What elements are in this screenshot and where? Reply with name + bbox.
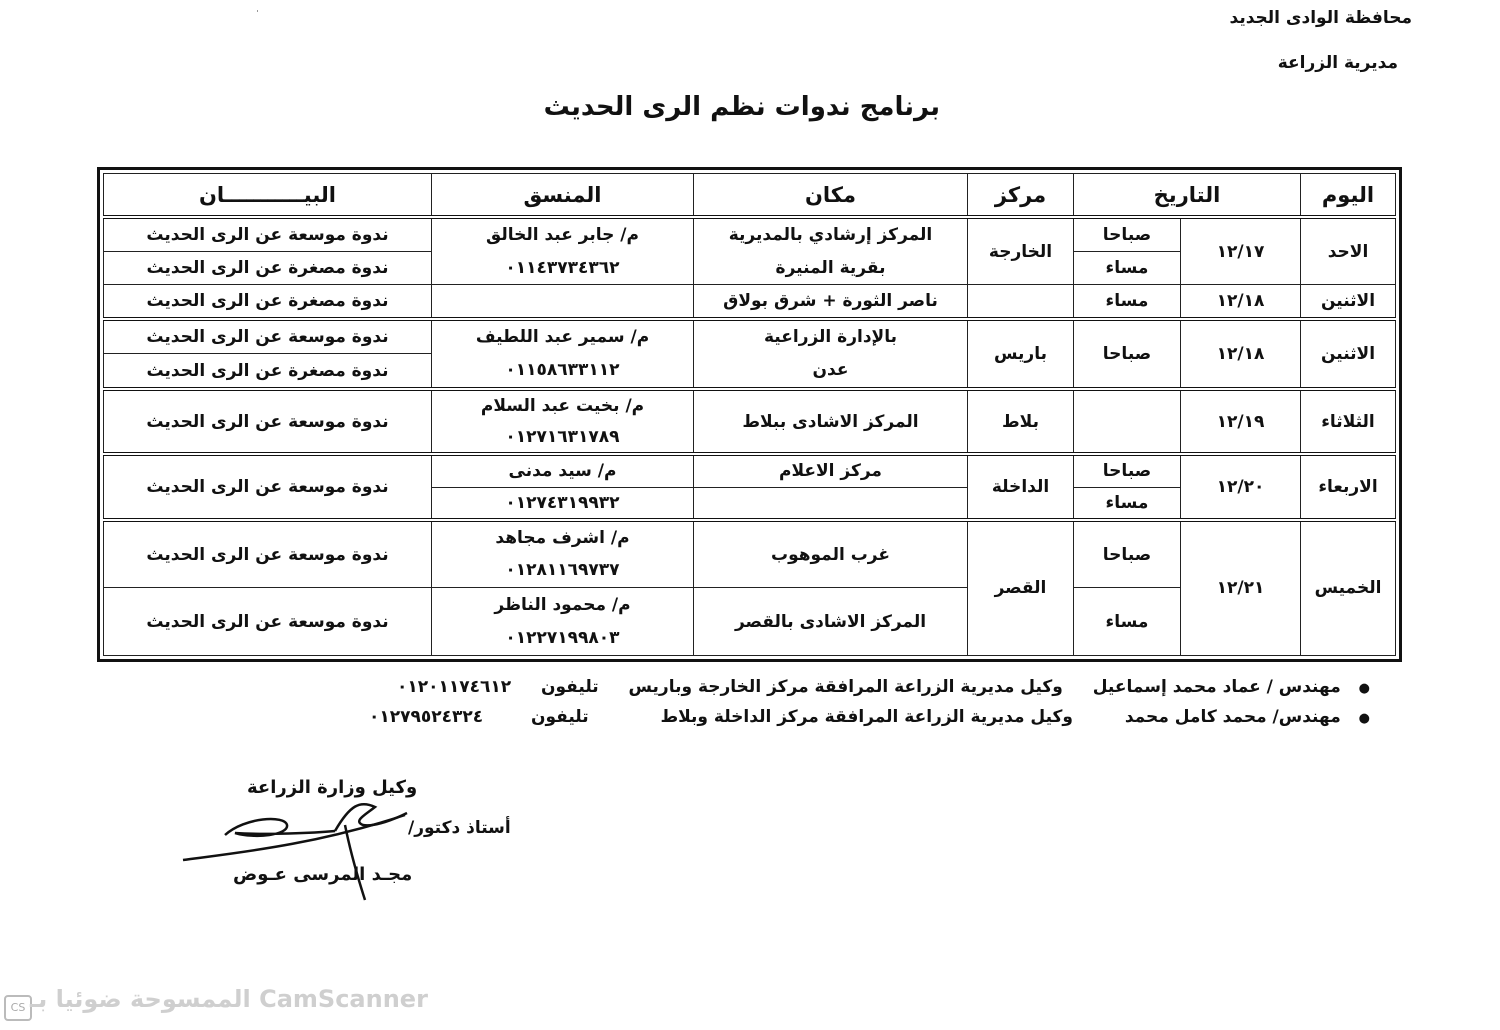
table-row — [104, 285, 1396, 319]
signatory-prefix: أستاذ دكتور/ — [408, 818, 511, 838]
coordinator-phone-cell: ٠١٢٨١١٦٩٧٣٧ — [432, 554, 694, 588]
time-cell: مساء — [1074, 285, 1181, 319]
statement-cell: ندوة مصغرة عن الرى الحديث — [104, 354, 432, 389]
date-cell: ١٢/١٨ — [1181, 285, 1301, 319]
statement-cell: ندوة موسعة عن الرى الحديث — [104, 588, 432, 656]
scan-speck: ˙ — [255, 10, 260, 21]
center-cell — [968, 285, 1074, 319]
place-cell: غرب الموهوب — [694, 520, 968, 588]
bullet-icon: ● — [1358, 681, 1370, 696]
day-cell: الخميس — [1301, 520, 1396, 656]
header-place: مكان — [694, 174, 968, 218]
date-cell: ١٢/١٨ — [1181, 319, 1301, 389]
schedule-table — [103, 173, 1396, 656]
place-cell: بالإدارة الزراعية — [694, 319, 968, 354]
note-phone-label: تليفون — [540, 677, 599, 697]
statement-cell: ندوة موسعة عن الرى الحديث — [104, 319, 432, 354]
schedule-table-frame — [97, 167, 1402, 662]
header-statement: البيـــــــــــان — [104, 174, 432, 218]
place-cell — [694, 487, 968, 520]
header-day: اليوم — [1301, 174, 1396, 218]
time-cell: مساء — [1074, 251, 1181, 285]
note-phone-label: تليفون — [530, 707, 589, 727]
place-cell: ناصر الثورة + شرق بولاق — [694, 285, 968, 319]
signatory-title: وكيل وزارة الزراعة — [247, 777, 418, 798]
note-person: مهندس/ محمد كامل محمد — [1124, 707, 1341, 727]
date-cell: ١٢/٢١ — [1181, 520, 1301, 656]
time-cell: صباحا — [1074, 454, 1181, 487]
place-cell: المركز الاشادى ببلاط — [694, 389, 968, 455]
header-center: مركز — [968, 174, 1074, 218]
coordinator-name-cell: م/ اشرف مجاهد — [432, 520, 694, 554]
coordinator-name-cell: م/ سيد مدنى — [432, 454, 694, 487]
scanner-watermark: الممسوحة ضوئيا بـ CamScanner — [30, 985, 428, 1013]
coordinator-name-cell: م/ جابر عبد الخالق — [432, 217, 694, 251]
coordinator-phone-cell: ٠١١٥٨٦٣٣١١٢ — [432, 354, 694, 389]
time-cell: صباحا — [1074, 319, 1181, 389]
table-row — [104, 389, 1396, 422]
statement-cell: ندوة موسعة عن الرى الحديث — [104, 454, 432, 520]
day-cell: الاربعاء — [1301, 454, 1396, 520]
coordinator-cell — [432, 285, 694, 319]
handwritten-signature — [175, 795, 435, 905]
time-cell: صباحا — [1074, 520, 1181, 588]
place-cell: المركز إرشادي بالمديرية — [694, 217, 968, 251]
governorate-header: محافظة الوادى الجديد — [1229, 8, 1412, 28]
center-cell: بلاط — [968, 389, 1074, 455]
day-cell: الثلاثاء — [1301, 389, 1396, 455]
bullet-icon: ● — [1358, 711, 1370, 726]
place-cell: بقرية المنيرة — [694, 251, 968, 285]
statement-cell: ندوة مصغرة عن الرى الحديث — [104, 285, 432, 319]
place-cell: عدن — [694, 354, 968, 389]
coordinator-phone-cell: ٠١٢٧١٦٣١٧٨٩ — [432, 422, 694, 455]
center-cell: الداخلة — [968, 454, 1074, 520]
coordinator-name-cell: م/ محمود الناظر — [432, 588, 694, 622]
statement-cell: ندوة موسعة عن الرى الحديث — [104, 217, 432, 251]
date-cell: ١٢/١٩ — [1181, 389, 1301, 455]
statement-cell: ندوة موسعة عن الرى الحديث — [104, 520, 432, 588]
day-cell: الاحد — [1301, 217, 1396, 285]
table-row — [104, 520, 1396, 554]
header-date: التاريخ — [1074, 174, 1301, 218]
note-person: مهندس / عماد محمد إسماعيل — [1092, 677, 1341, 697]
date-cell: ١٢/١٧ — [1181, 217, 1301, 285]
coordinator-phone-cell: ٠١١٤٣٧٣٤٣٦٢ — [432, 251, 694, 285]
day-cell: الاثنين — [1301, 319, 1396, 389]
header-coordinator: المنسق — [432, 174, 694, 218]
signatory-name: مجـد المرسى عـوض — [233, 864, 413, 885]
coordinator-name-cell: م/ سمير عبد اللطيف — [432, 319, 694, 354]
center-cell: القصر — [968, 520, 1074, 656]
table-row — [104, 319, 1396, 354]
statement-cell: ندوة موسعة عن الرى الحديث — [104, 389, 432, 455]
note-role: وكيل مديرية الزراعة المرافقة مركز الداخلة وبلاط — [660, 707, 1073, 727]
statement-cell: ندوة مصغرة عن الرى الحديث — [104, 251, 432, 285]
table-row — [104, 217, 1396, 251]
place-cell: مركز الاعلام — [694, 454, 968, 487]
center-cell: باريس — [968, 319, 1074, 389]
table-row — [104, 454, 1396, 487]
document-title: برنامج ندوات نظم الرى الحديث — [543, 92, 940, 122]
coordinator-name-cell: م/ بخيت عبد السلام — [432, 389, 694, 422]
time-cell: مساء — [1074, 487, 1181, 520]
note-line — [397, 677, 1370, 697]
note-phone: ٠١٢٧٩٥٢٤٣٢٤ — [368, 707, 484, 727]
coordinator-phone-cell: ٠١٢٢٧١٩٩٨٠٣ — [432, 622, 694, 656]
date-cell: ١٢/٢٠ — [1181, 454, 1301, 520]
note-phone: ٠١٢٠١١٧٤٦١٢ — [397, 677, 512, 697]
day-cell: الاثنين — [1301, 285, 1396, 319]
time-cell: صباحا — [1074, 217, 1181, 251]
note-role: وكيل مديرية الزراعة المرافقة مركز الخارجة وباريس — [628, 677, 1063, 697]
place-cell: المركز الاشادى بالقصر — [694, 588, 968, 656]
coordinator-phone-cell: ٠١٢٧٤٣١٩٩٣٢ — [432, 487, 694, 520]
time-cell — [1074, 389, 1181, 455]
table-header-row — [104, 174, 1396, 218]
directorate-header: مديرية الزراعة — [1277, 53, 1398, 73]
camscanner-logo-icon: CS — [4, 995, 32, 1021]
center-cell: الخارجة — [968, 217, 1074, 285]
time-cell: مساء — [1074, 588, 1181, 656]
note-line — [369, 707, 1370, 727]
